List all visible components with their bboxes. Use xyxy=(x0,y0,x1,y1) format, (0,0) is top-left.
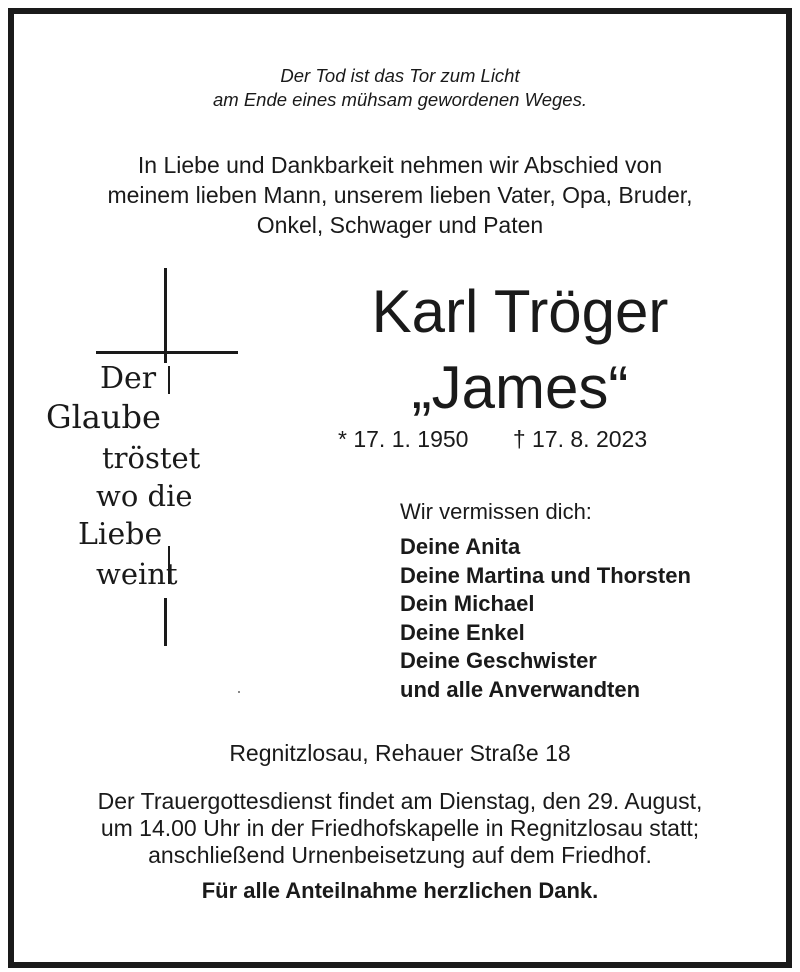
cross-motto-line: weint xyxy=(96,557,178,591)
cross-horizontal xyxy=(96,351,238,354)
thanks-line: Für alle Anteilnahme herzlichen Dank. xyxy=(201,878,599,903)
mourner-name: Deine Geschwister xyxy=(400,648,597,673)
mourner-name: Deine Enkel xyxy=(400,619,525,645)
service-line: um 14.00 Uhr in der Friedhofskapelle in Regnitzlosau statt; xyxy=(100,815,700,841)
mourner-name: Deine Martina und Thorsten xyxy=(400,562,691,588)
mourners-list xyxy=(400,533,691,704)
quote-line: am Ende eines mühsam gewordenen Weges. xyxy=(213,89,587,110)
speck xyxy=(238,691,240,693)
mourners-heading: Wir vermissen dich: xyxy=(400,499,592,524)
intro-line: meinem lieben Mann, unserem lieben Vater, Opa, Bruder, xyxy=(107,182,693,208)
cross-motto-line: Liebe xyxy=(78,517,163,552)
intro-text xyxy=(0,150,800,240)
quote-line: Der Tod ist das Tor zum Licht xyxy=(280,65,520,86)
intro-line: Onkel, Schwager und Paten xyxy=(256,212,544,238)
intro-line: In Liebe und Dankbarkeit nehmen wir Abschied von xyxy=(137,152,663,178)
deceased-nickname: „James“ xyxy=(411,354,629,421)
cross-segment xyxy=(168,366,170,394)
cross-motto-line: wo die xyxy=(96,479,193,513)
family-address: Regnitzlosau, Rehauer Straße 18 xyxy=(229,740,571,766)
service-info xyxy=(0,788,800,869)
cross-motto-line: Glaube xyxy=(46,398,161,436)
mourner-name: und alle Anverwandten xyxy=(400,676,641,702)
service-line: Der Trauergottesdienst findet am Dienstag, den 29. August, xyxy=(97,788,703,814)
birth-date: * 17. 1. 1950 xyxy=(338,426,469,452)
cross-motto-line: tröstet xyxy=(102,441,201,475)
life-dates xyxy=(338,426,647,453)
cross-vertical-bottom xyxy=(164,598,167,646)
mourner-name: Deine Anita xyxy=(400,534,521,559)
opening-quote xyxy=(0,64,800,112)
service-line: anschließend Urnenbeisetzung auf dem Friedhof. xyxy=(148,842,652,868)
cross-vertical-top xyxy=(164,268,167,363)
deceased-name: Karl Tröger xyxy=(371,278,669,345)
death-date: † 17. 8. 2023 xyxy=(512,426,648,452)
cross-illustration xyxy=(40,268,260,658)
cross-motto-line: Der xyxy=(100,361,157,396)
mourner-name: Dein Michael xyxy=(400,591,535,616)
